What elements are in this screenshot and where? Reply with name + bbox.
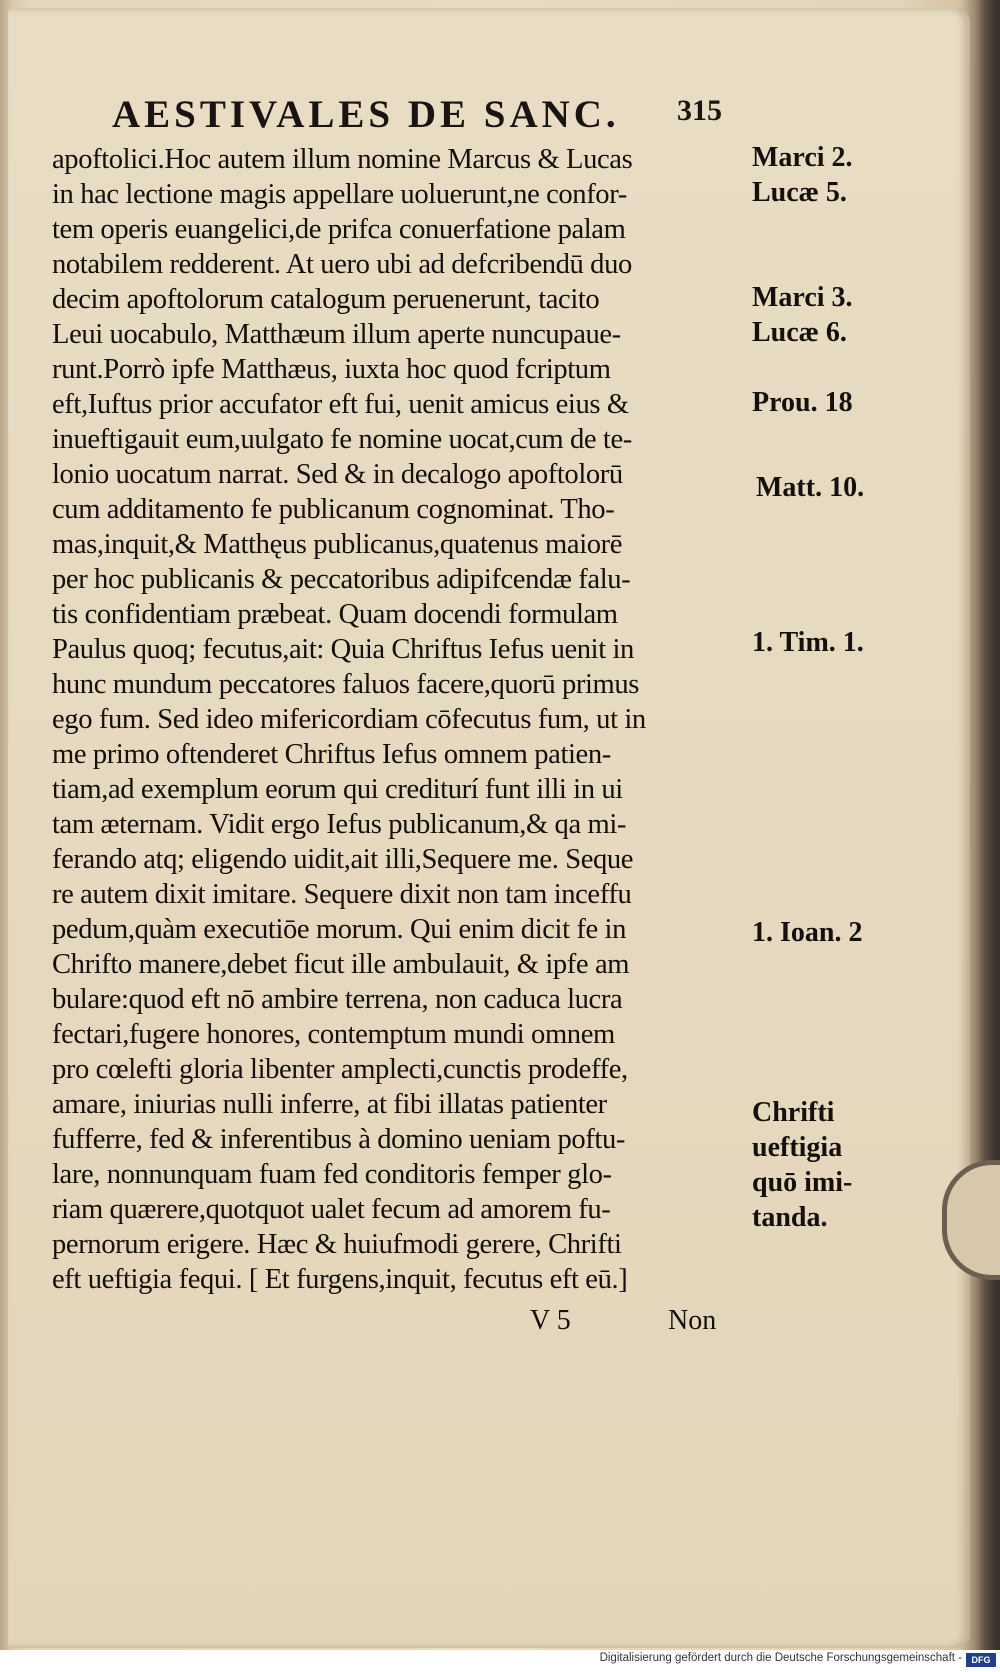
text-line: per hoc publicanis & peccatoribus adipifcendæ falu- [52,564,631,595]
text-line: pro cœlefti gloria libenter amplecti,cunctis prodeffe, [52,1054,628,1085]
text-line: riam quærere,quotquot ualet fecum ad amorem fu- [52,1194,611,1225]
dfg-logo: DFG [966,1653,996,1667]
text-line: fufferre, fed & inferentibus à domino ueniam poftu- [52,1124,625,1155]
text-line: amare, iniurias nulli inferre, at fibi illatas patienter [52,1089,607,1120]
catchword-line [530,1305,750,1345]
text-line: pedum,quàm executiōe morum. Qui enim dicit fe in [52,914,626,945]
text-line: tis confidentiam præbeat. Quam docendi formulam [52,599,618,630]
text-line: ego fum. Sed ideo mifericordiam cōfecutus fum, ut in [52,704,646,735]
text-line: eft ueftigia fequi. [ Et furgens,inquit, fecutus eft eū.] [52,1264,628,1295]
text-line: in hac lectione magis appellare uoluerunt,ne confor- [52,179,627,210]
text-line: eft,Iuftus prior accufator eft fui, uenit amicus eius & [52,389,629,420]
text-line: inueftigauit eum,uulgato fe nomine uocat,cum de te- [52,424,632,455]
text-line: tem operis euangelici,de prifca conuerfatione palam [52,214,626,245]
text-line: Chrifto manere,debet ficut ille ambulauit, & ipfe am [52,949,630,980]
margin-note: Lucæ 5. [752,177,847,208]
catchword: Non [668,1305,717,1336]
text-line: bulare:quod eft nō ambire terrena, non caduca lucra [52,984,623,1015]
text-line: hunc mundum peccatores faluos facere,quorū primus [52,669,640,700]
text-line: pernorum erigere. Hæc & huiufmodi gerere, Chrifti [52,1229,622,1260]
margin-note: tanda. [752,1202,828,1233]
margin-note: ueftigia [752,1132,843,1163]
text-line: Paulus quoq; fecutus,ait: Quia Chriftus Iefus uenit in [52,634,634,665]
margin-note: Marci 2. [752,142,853,173]
page-number: 315 [677,94,722,127]
signature-mark: V 5 [530,1305,571,1336]
text-line: lonio uocatum narrat. Sed & in decalogo apoftolorū [52,459,623,490]
margin-note: 1. Tim. 1. [752,627,864,658]
footer-credit: Digitalisierung gefördert durch die Deutsche Forschungsgemeinschaft - [599,1652,962,1664]
text-line: me primo oftenderet Chriftus Iefus omnem patien- [52,739,611,770]
text-line: lare, nonnunquam fuam fed conditoris femper glo- [52,1159,612,1190]
margin-note: Prou. 18 [752,387,853,418]
footer-bar [0,1650,1000,1672]
text-line: runt.Porrò ipfe Matthæus, iuxta hoc quod fcriptum [52,354,611,385]
body-text [52,142,752,1297]
text-line: tiam,ad exemplum eorum qui crediturí funt illi in ui [52,774,623,805]
running-title: AESTIVALES DE SANC. [112,93,620,136]
margin-note: Marci 3. [752,282,853,313]
running-head [112,92,762,142]
text-line: ferando atq; eligendo uidit,ait illi,Sequere me. Seque [52,844,634,875]
text-line: tam æternam. Vidit ergo Iefus publicanum,& qa mi- [52,809,626,840]
margin-note: Lucæ 6. [752,317,847,348]
margin-note: Chrifti [752,1097,835,1128]
margin-note: quō imi- [752,1167,853,1198]
text-line: Leui uocabulo, Matthæum illum aperte nuncupaue- [52,319,621,350]
margin-note: 1. Ioan. 2 [752,917,863,948]
text-line: decim apoftolorum catalogum peruenerunt, tacito [52,284,600,315]
text-line: fectari,fugere honores, contemptum mundi omnem [52,1019,615,1050]
text-line: cum additamento fe publicanum cognominat. Tho- [52,494,615,525]
text-line: apoftolici.Hoc autem illum nomine Marcus & Lucas [52,144,633,175]
text-line: re autem dixit imitare. Sequere dixit non tam inceffu [52,879,632,910]
text-line: mas,inquit,& Matthęus publicanus,quatenus maiorē [52,529,623,560]
margin-note: Matt. 10. [756,472,865,503]
text-line: notabilem redderent. At uero ubi ad defcribendū duo [52,249,632,280]
